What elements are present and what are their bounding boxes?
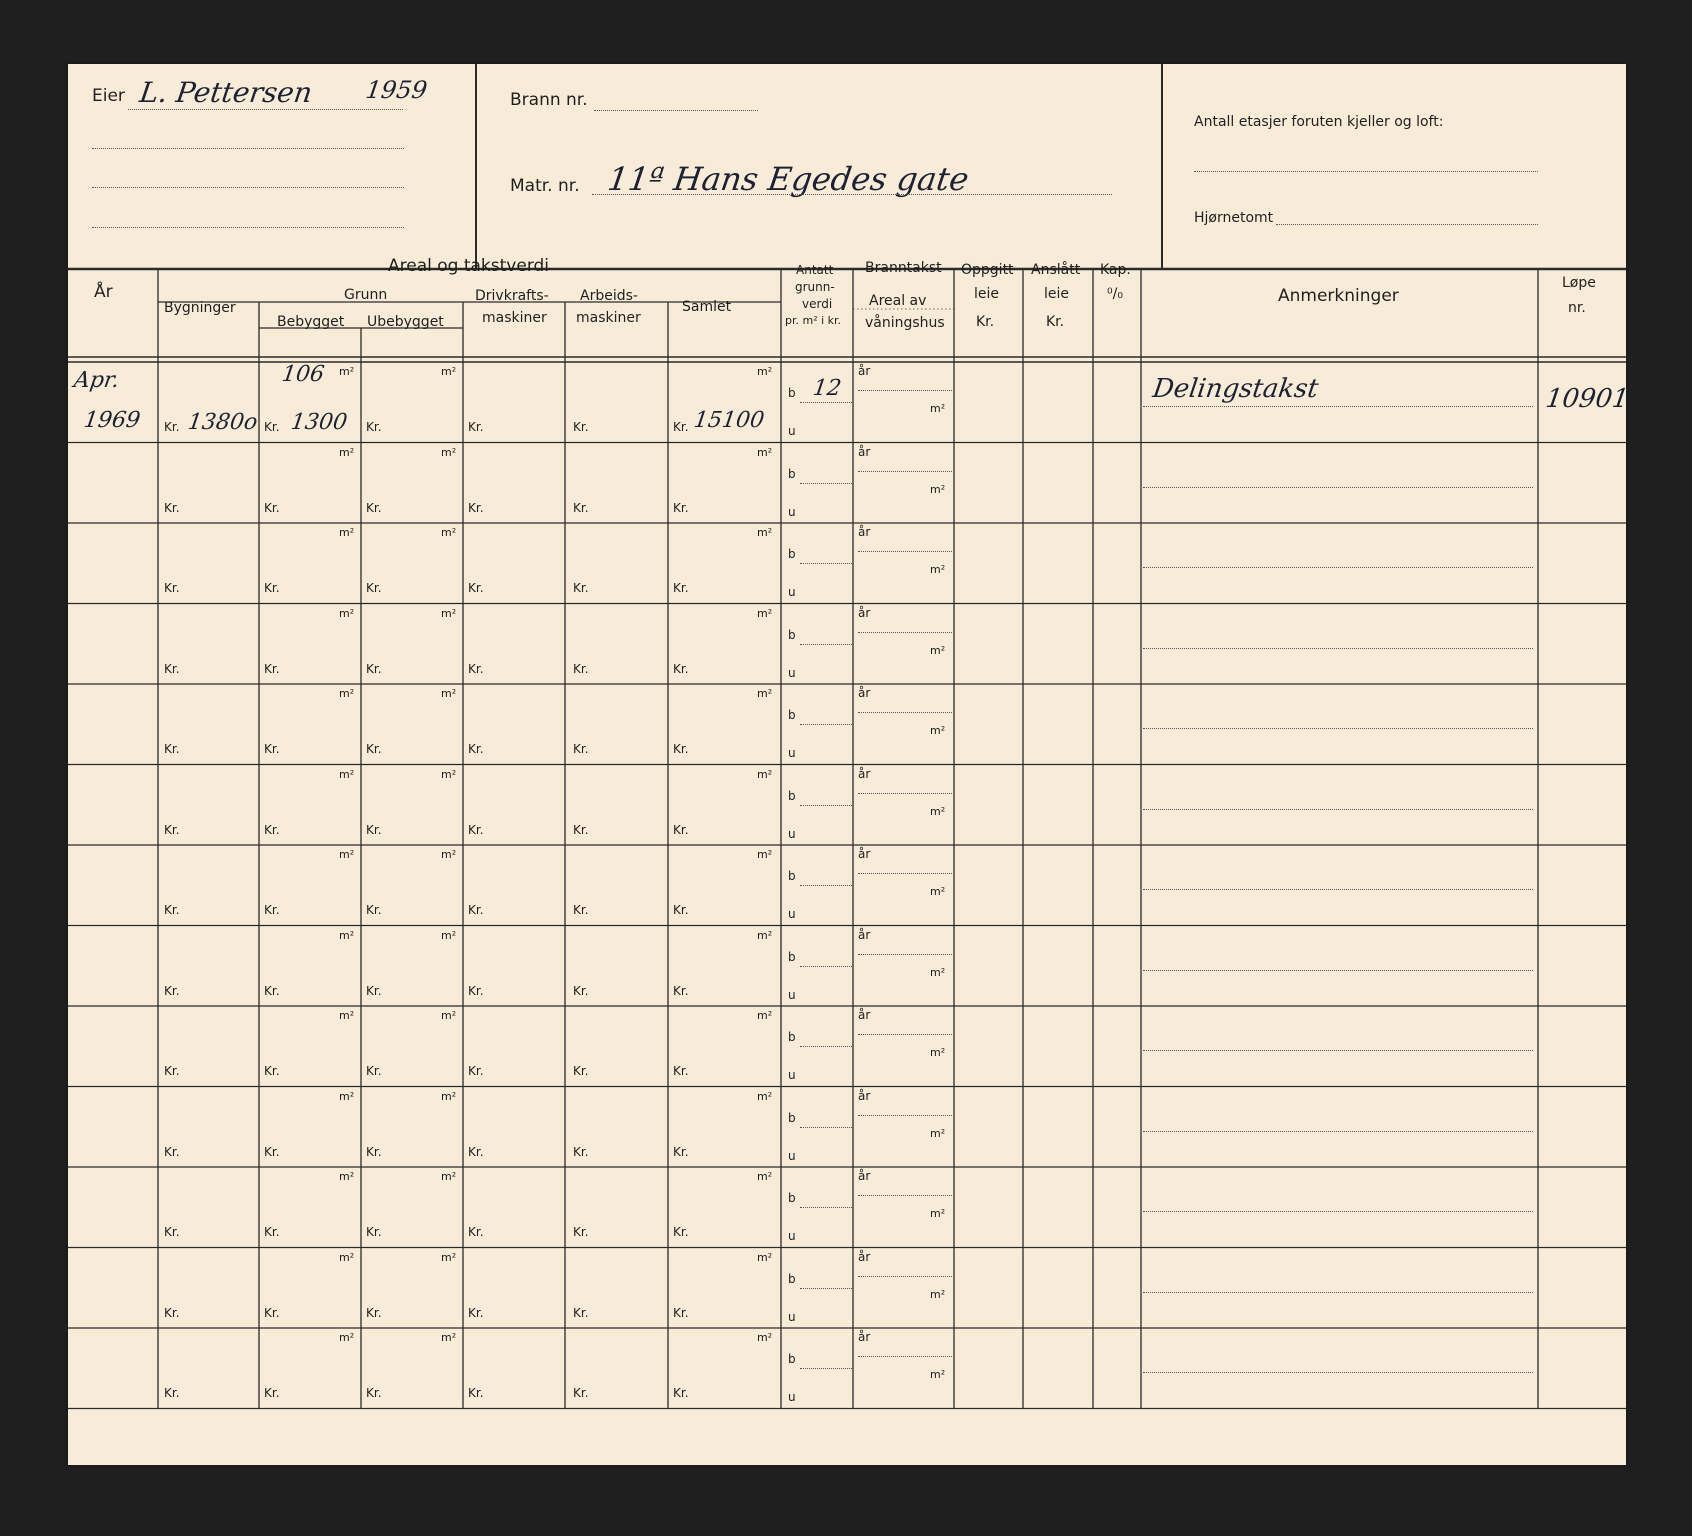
corner-label: Hjørnetomt — [1194, 210, 1274, 226]
dotted-line — [1143, 406, 1533, 407]
col-seq-2: nr. — [1568, 300, 1586, 316]
dotted-line — [858, 471, 952, 472]
kr-label-3: Kr. — [468, 983, 484, 998]
dotted-line — [1143, 648, 1533, 649]
col-est-4: pr. m² i kr. — [785, 314, 842, 327]
kr-label-4: Kr. — [573, 1144, 589, 1159]
kr-label-1: Kr. — [264, 1144, 280, 1159]
kr-label-2: Kr. — [366, 1064, 382, 1078]
m2-label-1: m² — [441, 365, 457, 378]
b-label: b — [788, 547, 796, 561]
kr-label-4: Kr. — [573, 742, 589, 756]
dotted-line — [858, 712, 952, 713]
u-label: u — [788, 987, 796, 1002]
m2-label-0: m² — [339, 526, 355, 539]
m2-label-0: m² — [339, 445, 355, 459]
col-area-of-1: Areal av — [869, 293, 927, 309]
kr-label-1: Kr. — [264, 903, 280, 917]
dotted-line — [858, 1115, 952, 1116]
m2-label-2: m² — [757, 848, 773, 861]
m2-label-house: m² — [930, 482, 946, 496]
year-label: år — [858, 766, 871, 781]
dotted-line — [1143, 487, 1533, 488]
kr-label-4: Kr. — [573, 1064, 589, 1078]
m2-label-0: m² — [339, 928, 355, 942]
m2-label-0: m² — [339, 1089, 355, 1103]
m2-label-0: m² — [339, 606, 355, 620]
col-stated-2: leie — [974, 286, 1000, 302]
owner-name: L. Pettersen — [137, 76, 315, 109]
kr-label-1: Kr. — [264, 500, 280, 515]
b-label: b — [788, 627, 796, 642]
kr-label-0: Kr. — [164, 983, 180, 998]
m2-label-house: m² — [930, 402, 946, 415]
kr-label-2: Kr. — [366, 420, 382, 434]
u-label: u — [788, 746, 796, 760]
dotted-line — [858, 1276, 952, 1277]
year-label: år — [858, 525, 871, 539]
m2-label-house: m² — [930, 1046, 946, 1059]
m2-label-0: m² — [339, 767, 355, 781]
kr-label-3: Kr. — [468, 1064, 484, 1078]
m2-label-0: m² — [339, 1250, 355, 1264]
kr-label-4: Kr. — [573, 903, 589, 917]
b-label: b — [788, 1110, 796, 1125]
m2-label-house: m² — [930, 563, 946, 576]
kr-label-0: Kr. — [164, 500, 180, 515]
dotted-line — [800, 805, 852, 806]
kr-label-3: Kr. — [468, 581, 484, 595]
kr-label-0: Kr. — [164, 661, 180, 676]
col-power-1: Drivkrafts- — [475, 288, 549, 304]
dotted-line — [858, 1034, 952, 1035]
kr-label-0: Kr. — [164, 1386, 180, 1400]
kr-label-3: Kr. — [468, 1386, 484, 1400]
b-label: b — [788, 1030, 796, 1044]
matr-label: Matr. nr. — [510, 176, 580, 196]
u-label: u — [788, 1309, 796, 1324]
table-grid — [68, 64, 1626, 1465]
dotted-line — [858, 793, 952, 794]
dotted-line — [800, 402, 852, 403]
dotted-line — [800, 1288, 852, 1289]
m2-label-2: m² — [757, 445, 773, 459]
kr-label-2: Kr. — [366, 500, 382, 515]
m2-label-0: m² — [339, 1331, 355, 1344]
row-buildings-value: 1380o — [186, 410, 259, 435]
year-label: år — [858, 847, 871, 861]
col-work-2: maskiner — [576, 310, 641, 326]
m2-label-2: m² — [757, 687, 773, 700]
dotted-line — [800, 724, 852, 725]
m2-label-2: m² — [757, 1250, 773, 1264]
kr-label-4: Kr. — [573, 1305, 589, 1320]
m2-label-1: m² — [441, 687, 457, 700]
kr-label-1: Kr. — [264, 742, 280, 756]
m2-label-house: m² — [930, 885, 946, 898]
m2-label-0: m² — [339, 1009, 355, 1022]
m2-label-1: m² — [441, 767, 457, 781]
u-label: u — [788, 1148, 796, 1163]
dotted-line — [858, 632, 952, 633]
dotted-line — [1143, 1292, 1533, 1293]
dotted-line — [858, 873, 952, 874]
kr-label-3: Kr. — [468, 661, 484, 676]
b-label: b — [788, 386, 796, 400]
u-label: u — [788, 1068, 796, 1082]
b-label: b — [788, 1271, 796, 1286]
col-est-rent-2: leie — [1044, 286, 1070, 302]
kr-label-5: Kr. — [673, 420, 689, 434]
m2-label-2: m² — [757, 928, 773, 942]
kr-label-5: Kr. — [673, 1144, 689, 1159]
m2-label-2: m² — [757, 767, 773, 781]
u-label: u — [788, 1390, 796, 1404]
m2-label-0: m² — [339, 1170, 355, 1183]
kr-label-1: Kr. — [264, 822, 280, 837]
u-label: u — [788, 585, 796, 599]
kr-label-1: Kr. — [264, 1064, 280, 1078]
kr-label-5: Kr. — [673, 581, 689, 595]
kr-label-0: Kr. — [164, 581, 180, 595]
kr-label-3: Kr. — [468, 822, 484, 837]
kr-label-5: Kr. — [673, 1386, 689, 1400]
kr-label-2: Kr. — [366, 1225, 382, 1239]
kr-label-3: Kr. — [468, 420, 484, 434]
kr-label-4: Kr. — [573, 822, 589, 837]
kr-label-3: Kr. — [468, 500, 484, 515]
m2-label-1: m² — [441, 1009, 457, 1022]
floors-label: Antall etasjer foruten kjeller og loft: — [1194, 114, 1444, 130]
m2-label-house: m² — [930, 804, 946, 818]
b-label: b — [788, 788, 796, 803]
row-year-month: Apr. — [72, 368, 121, 393]
col-seq-1: Løpe — [1562, 275, 1596, 291]
kr-label-5: Kr. — [673, 983, 689, 998]
dotted-line — [1143, 567, 1533, 568]
m2-label-1: m² — [441, 928, 457, 942]
kr-label-0: Kr. — [164, 742, 180, 756]
matr-value: 11ª Hans Egedes gate — [605, 160, 972, 198]
m2-label-house: m² — [930, 965, 946, 979]
kr-label-2: Kr. — [366, 1144, 382, 1159]
m2-label-1: m² — [441, 1331, 457, 1344]
year-label: år — [858, 686, 871, 700]
dotted-line — [800, 1207, 852, 1208]
u-label: u — [788, 665, 796, 680]
row-year: 1969 — [82, 408, 142, 433]
row-est-b: 12 — [811, 376, 843, 401]
dotted-line — [800, 563, 852, 564]
kr-label-4: Kr. — [573, 1225, 589, 1239]
year-label: år — [858, 1249, 871, 1264]
year-label: år — [858, 444, 871, 459]
col-est-1: Antatt — [796, 263, 834, 277]
col-work-1: Arbeids- — [580, 288, 638, 304]
u-label: u — [788, 504, 796, 519]
kr-label-4: Kr. — [573, 581, 589, 595]
kr-label-2: Kr. — [366, 1305, 382, 1320]
owner-label: Eier — [92, 86, 125, 106]
kr-label-3: Kr. — [468, 742, 484, 756]
m2-label-1: m² — [441, 1250, 457, 1264]
dotted-line — [858, 390, 952, 391]
dotted-line — [800, 966, 852, 967]
year-label: år — [858, 1169, 871, 1183]
m2-label-2: m² — [757, 365, 773, 378]
m2-label-1: m² — [441, 848, 457, 861]
col-built: Bebygget — [277, 314, 345, 330]
kr-label-2: Kr. — [366, 1386, 382, 1400]
m2-label-2: m² — [757, 526, 773, 539]
year-label: år — [858, 605, 871, 620]
kr-label-1: Kr. — [264, 420, 280, 434]
m2-label-0: m² — [339, 365, 355, 378]
m2-label-1: m² — [441, 445, 457, 459]
kr-label-1: Kr. — [264, 1305, 280, 1320]
b-label: b — [788, 869, 796, 883]
col-est-rent-3: Kr. — [1046, 314, 1065, 330]
kr-label-0: Kr. — [164, 1225, 180, 1239]
dotted-line — [800, 885, 852, 886]
dotted-line — [1143, 728, 1533, 729]
b-label: b — [788, 466, 796, 481]
m2-label-1: m² — [441, 526, 457, 539]
row-built-area: 106 — [280, 362, 326, 387]
year-label: år — [858, 1008, 871, 1022]
dotted-line — [1143, 1211, 1533, 1212]
col-stated-1: Oppgitt — [961, 262, 1014, 278]
m2-label-2: m² — [757, 1009, 773, 1022]
col-total: Samlet — [682, 299, 732, 315]
kr-label-2: Kr. — [366, 903, 382, 917]
kr-label-0: Kr. — [164, 1064, 180, 1078]
kr-label-0: Kr. — [164, 822, 180, 837]
dotted-line — [1143, 809, 1533, 810]
b-label: b — [788, 1191, 796, 1205]
col-year: År — [94, 282, 113, 302]
kr-label-2: Kr. — [366, 661, 382, 676]
u-label: u — [788, 1229, 796, 1243]
kr-label-3: Kr. — [468, 1305, 484, 1320]
m2-label-house: m² — [930, 1126, 946, 1140]
col-ground: Grunn — [344, 287, 388, 303]
m2-label-house: m² — [930, 1287, 946, 1301]
owner-year: 1959 — [364, 76, 430, 104]
dotted-line — [800, 644, 852, 645]
u-label: u — [788, 424, 796, 438]
m2-label-house: m² — [930, 643, 946, 657]
kr-label-5: Kr. — [673, 1305, 689, 1320]
m2-label-1: m² — [441, 1170, 457, 1183]
dotted-line — [858, 1356, 952, 1357]
m2-label-1: m² — [441, 606, 457, 620]
m2-label-2: m² — [757, 1089, 773, 1103]
m2-label-house: m² — [930, 1207, 946, 1220]
u-label: u — [788, 907, 796, 921]
kr-label-0: Kr. — [164, 1305, 180, 1320]
col-cap-2: ⁰/₀ — [1107, 286, 1123, 302]
kr-label-3: Kr. — [468, 1144, 484, 1159]
kr-label-1: Kr. — [264, 1386, 280, 1400]
kr-label-5: Kr. — [673, 1225, 689, 1239]
col-est-3: verdi — [802, 297, 833, 311]
m2-label-house: m² — [930, 724, 946, 737]
kr-label-2: Kr. — [366, 822, 382, 837]
row-seq: 10901 — [1543, 384, 1631, 414]
col-remarks: Anmerkninger — [1278, 286, 1399, 306]
kr-label-2: Kr. — [366, 581, 382, 595]
col-power-2: maskiner — [482, 310, 547, 326]
kr-label-4: Kr. — [573, 1386, 589, 1400]
year-label: år — [858, 1088, 871, 1103]
kr-label-5: Kr. — [673, 742, 689, 756]
col-fire-tax: Branntakst — [865, 260, 942, 276]
dotted-line — [800, 1368, 852, 1369]
dotted-line — [1143, 1372, 1533, 1373]
kr-label-1: Kr. — [264, 661, 280, 676]
col-buildings: Bygninger — [164, 300, 236, 316]
dotted-line — [1143, 1050, 1533, 1051]
fire-no-label: Brann nr. — [510, 90, 588, 110]
kr-label-5: Kr. — [673, 822, 689, 837]
m2-label-2: m² — [757, 1331, 773, 1344]
col-est-rent-1: Anslått — [1031, 262, 1081, 278]
col-cap-1: Kap. — [1100, 262, 1131, 278]
kr-label-5: Kr. — [673, 1064, 689, 1078]
col-unbuilt: Ubebygget — [367, 314, 444, 330]
m2-label-2: m² — [757, 606, 773, 620]
kr-label-3: Kr. — [468, 903, 484, 917]
row-remark: Delingstakst — [1150, 374, 1321, 404]
m2-label-0: m² — [339, 848, 355, 861]
dotted-line — [858, 551, 952, 552]
dotted-line — [800, 1046, 852, 1047]
b-label: b — [788, 708, 796, 722]
m2-label-2: m² — [757, 1170, 773, 1183]
u-label: u — [788, 826, 796, 841]
kr-label-4: Kr. — [573, 983, 589, 998]
kr-label-5: Kr. — [673, 500, 689, 515]
dotted-line — [858, 1195, 952, 1196]
kr-label-0: Kr. — [164, 1144, 180, 1159]
m2-label-1: m² — [441, 1089, 457, 1103]
dotted-line — [800, 1127, 852, 1128]
b-label: b — [788, 949, 796, 964]
kr-label-4: Kr. — [573, 500, 589, 515]
col-area-of-2: våningshus — [865, 315, 945, 331]
b-label: b — [788, 1352, 796, 1366]
col-area-value: Areal og takstverdi — [388, 256, 550, 276]
col-est-2: grunn- — [795, 280, 835, 294]
row-built-kr: 1300 — [289, 410, 349, 435]
year-label: år — [858, 927, 871, 942]
dotted-line — [1143, 889, 1533, 890]
kr-label-1: Kr. — [264, 1225, 280, 1239]
year-label: år — [858, 364, 871, 378]
dotted-line — [858, 954, 952, 955]
year-label: år — [858, 1330, 871, 1344]
kr-label-1: Kr. — [264, 581, 280, 595]
col-stated-3: Kr. — [976, 314, 995, 330]
kr-label-1: Kr. — [264, 983, 280, 998]
m2-label-house: m² — [930, 1368, 946, 1381]
row-total: 15100 — [692, 408, 766, 433]
kr-label-3: Kr. — [468, 1225, 484, 1239]
kr-label-5: Kr. — [673, 903, 689, 917]
m2-label-0: m² — [339, 687, 355, 700]
kr-label-4: Kr. — [573, 420, 589, 434]
kr-label-2: Kr. — [366, 742, 382, 756]
dotted-line — [1143, 970, 1533, 971]
record-card — [68, 64, 1631, 1465]
dotted-line — [800, 483, 852, 484]
dotted-line — [1143, 1131, 1533, 1132]
kr-label-4: Kr. — [573, 661, 589, 676]
kr-label-0: Kr. — [164, 420, 180, 434]
kr-label-5: Kr. — [673, 661, 689, 676]
kr-label-2: Kr. — [366, 983, 382, 998]
kr-label-0: Kr. — [164, 903, 180, 917]
